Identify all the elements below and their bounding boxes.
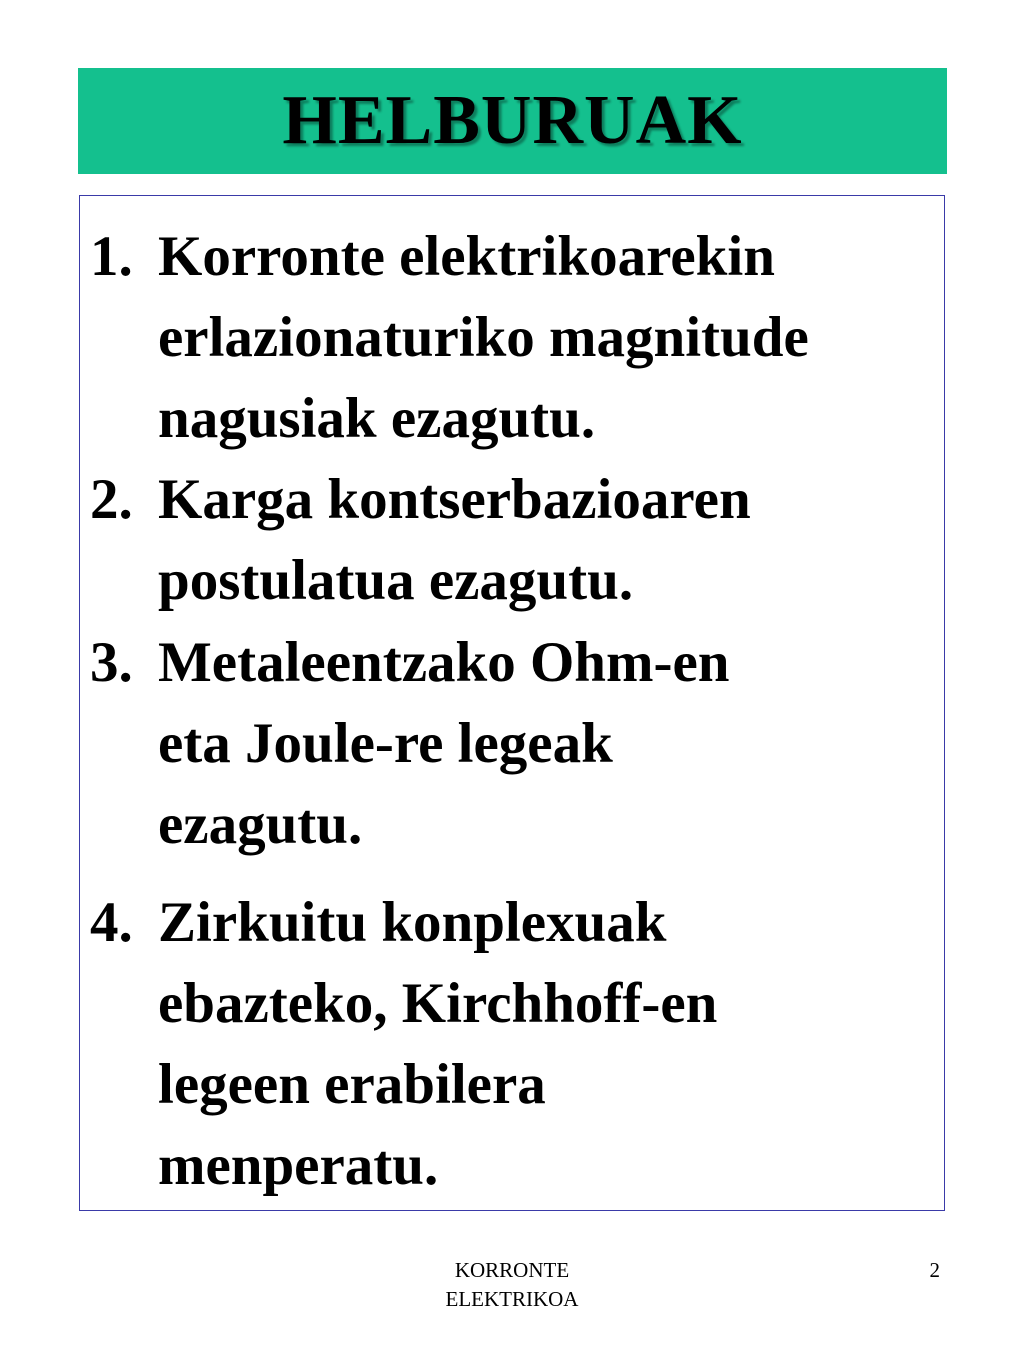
objective-line: Karga kontserbazioaren: [158, 468, 751, 531]
objective-line: menperatu.: [158, 1134, 439, 1197]
objective-line: ezagutu.: [158, 793, 363, 856]
objective-text: [158, 216, 938, 459]
objective-line: legeen erabilera: [158, 1053, 546, 1116]
objective-line: erlazionaturiko magnitude: [158, 306, 809, 369]
slide-title: HELBURUAK: [282, 82, 743, 159]
objectives-box: [79, 195, 945, 1211]
objective-line: Korronte elektrikoarekin: [158, 225, 775, 288]
footer-title: [410, 1256, 614, 1314]
objective-line: ebazteko, Kirchhoff-en: [158, 972, 718, 1035]
page-number: 2: [929, 1258, 940, 1282]
objective-line: Metaleentzako Ohm-en: [158, 631, 730, 694]
objective-number: 1.: [90, 225, 133, 288]
objective-number: 4.: [90, 891, 133, 954]
objective-text: [158, 459, 938, 621]
objective-number: 2.: [90, 468, 133, 531]
objective-line: postulatua ezagutu.: [158, 549, 634, 612]
objective-text: [158, 622, 938, 865]
objective-line: Zirkuitu konplexuak: [158, 891, 667, 954]
title-banner: [78, 68, 947, 174]
footer-title-line: ELEKTRIKOA: [445, 1287, 579, 1311]
objective-number: 3.: [90, 631, 133, 694]
objective-line: eta Joule-re legeak: [158, 712, 613, 775]
objective-line: nagusiak ezagutu.: [158, 387, 596, 450]
objective-text: [158, 882, 938, 1206]
footer-title-line: KORRONTE: [454, 1258, 570, 1282]
